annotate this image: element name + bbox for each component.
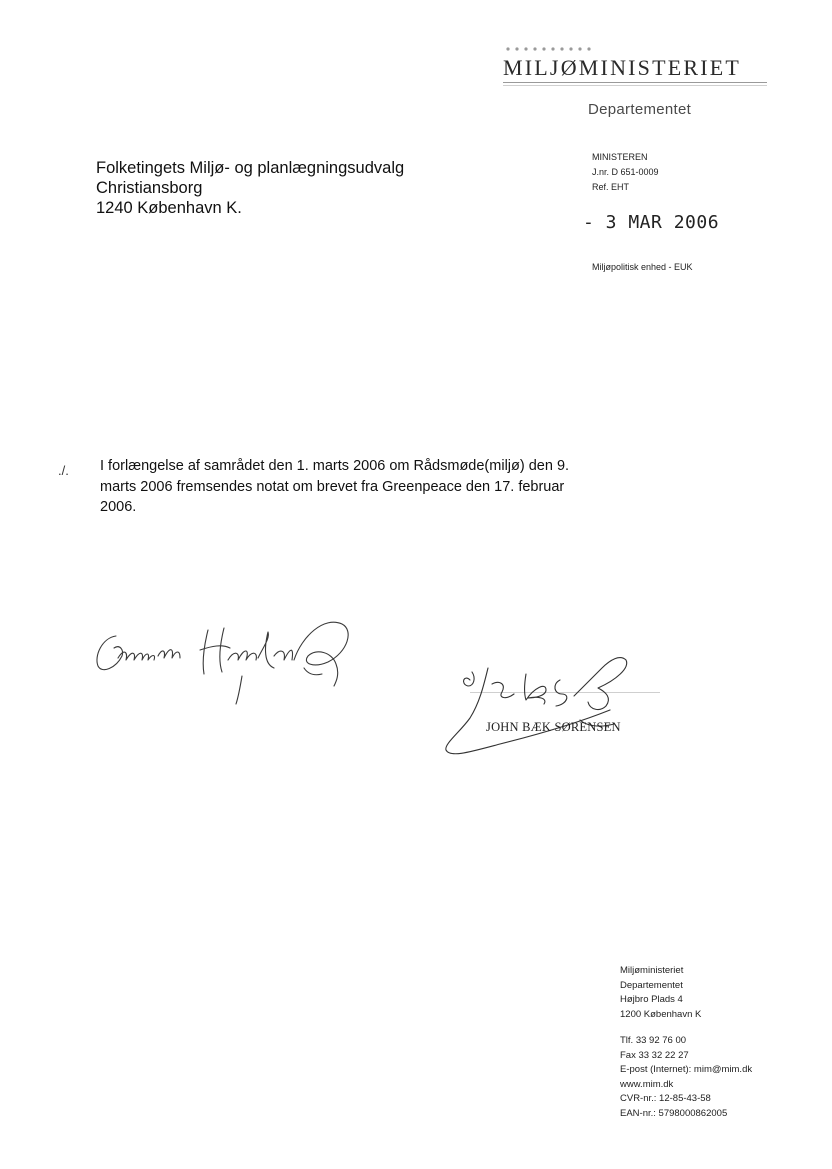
recipient-line-building: Christiansborg xyxy=(96,179,203,197)
department-name: Departementet xyxy=(588,101,692,118)
reference-initials: Ref. EHT xyxy=(592,182,630,192)
footer-org: Miljøministeriet xyxy=(620,965,684,976)
footer-web: www.mim.dk xyxy=(620,1078,674,1090)
recipient-address xyxy=(96,158,404,218)
footer-phone: Tlf. 33 92 76 00 xyxy=(620,1035,687,1046)
logo-rule-secondary xyxy=(503,85,767,86)
logo-dots xyxy=(505,46,595,52)
recipient-line-city: 1240 København K. xyxy=(96,199,242,217)
footer-spacer xyxy=(620,1022,752,1034)
footer-fax: Fax 33 32 22 27 xyxy=(620,1049,689,1061)
footer-ean: EAN-nr.: 5798000862005 xyxy=(620,1107,728,1119)
footer-dept: Departementet xyxy=(620,979,683,991)
unit-name: Miljøpolitisk enhed - EUK xyxy=(592,262,693,272)
date-stamp: - 3 MAR 2006 xyxy=(583,212,720,233)
logo-rule xyxy=(503,82,767,83)
footer-email: E-post (Internet): mim@mim.dk xyxy=(620,1064,753,1075)
enclosure-marker: ./. xyxy=(58,463,69,478)
handwritten-signature-official xyxy=(430,640,670,760)
handwritten-signature-minister xyxy=(88,608,358,718)
ministry-logo: MILJØMINISTERIET xyxy=(503,55,742,80)
journal-number: J.nr. D 651-0009 xyxy=(592,167,659,177)
letter-body: I forlængelse af samrådet den 1. marts 2006 om Rådsmøde(miljø) den 9. marts 2006 fremsendes notat om brevet fra Greenpeace den 17. februar 2006. xyxy=(100,458,570,515)
footer-cvr: CVR-nr.: 12-85-43-58 xyxy=(620,1093,711,1104)
footer-city: 1200 København K xyxy=(620,1008,702,1020)
sender-title: MINISTEREN xyxy=(592,152,648,162)
reference-block xyxy=(592,150,659,195)
footer-address xyxy=(620,964,752,1121)
signatory-name: JOHN BÆK SØRENSEN xyxy=(486,720,621,734)
recipient-line-committee: Folketingets Miljø- og planlægningsudvalg xyxy=(96,159,405,177)
footer-street: Højbro Plads 4 xyxy=(620,994,683,1005)
